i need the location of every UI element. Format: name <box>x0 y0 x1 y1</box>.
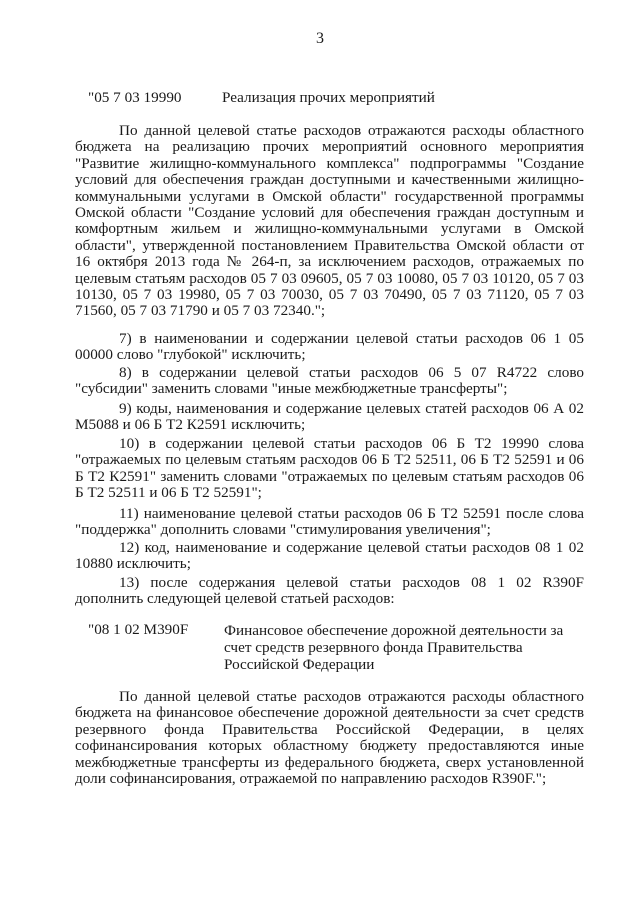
amendment-item-9 <box>75 401 584 434</box>
amendment-item-12 <box>75 540 584 573</box>
paragraph-text: По данной целевой статье расходов отражаются расходы областного бюджета на финансовое обеспечение дорожной деятельности за счет средств резервного фонда Правительства Российской Федерации, в целях софинансирования которых областному бюджету предоставляются иные межбюджетные трансферты из федерального бюджета, сверх установленной доли софинансирования, отражаемой по направлению расходов R390F."; <box>75 688 584 788</box>
item-text: 7) в наименовании и содержании целевой статьи расходов 06 1 05 00000 слово "глубокой" исключить; <box>75 330 584 364</box>
amendment-item-7 <box>75 331 584 364</box>
amendment-item-11 <box>75 506 584 539</box>
new-article-description <box>75 689 584 787</box>
paragraph-text: По данной целевой статье расходов отражаются расходы областного бюджета на реализацию прочих мероприятий основного мероприятия "Развитие жилищно-коммунального комплекса" подпрограммы "Создание условий для обеспечения граждан доступными и качественными жилищно-коммунальными услугами в Омской области" государственной программы Омской области "Создание условий для обеспечения граждан доступным и комфортным жильем и жилищно-коммунальными услугами в Омской области", утвержденной постановлением Правительства Омской области от 16 октября 2013 года № 264-п, за исключением расходов, отражаемых по целевым статьям расходов 05 7 03 09605, 05 7 03 10080, 05 7 03 10120, 05 7 03 10130, 05 7 03 19980, 05 7 03 70030, 05 7 03 70490, 05 7 03 71120, 05 7 03 71560, 05 7 03 71790 и 05 7 03 72340."; <box>75 122 584 320</box>
amendment-item-13 <box>75 575 584 608</box>
amendment-item-10 <box>75 436 584 502</box>
item-text: 11) наименование целевой статьи расходов 06 Б Т2 52591 после слова "поддержка" дополнить словами "стимулирования увеличения"; <box>75 505 584 539</box>
item-text: 12) код, наименование и содержание целевой статьи расходов 08 1 02 10880 исключить; <box>75 539 584 573</box>
target-article-title: Реализация прочих мероприятий <box>222 89 435 106</box>
target-article-code: "05 7 03 19990 <box>88 89 182 106</box>
amendment-item-8 <box>75 365 584 398</box>
page-number: 3 <box>316 30 324 47</box>
item-text: 10) в содержании целевой статьи расходов 06 Б Т2 19990 слова "отражаемых по целевым статьям расходов 06 Б Т2 52511, 06 Б Т2 52591 и 06 Б Т2 К2591" заменить словами "отражаемых по целевым статьям расходов 06 Б Т2 52511 и 06 Б Т2 52591"; <box>75 435 584 502</box>
target-article-description <box>75 123 584 320</box>
new-article-title: Финансовое обеспечение дорожной деятельности за счет средств резервного фонда Правительства Российской Федерации <box>224 622 564 673</box>
item-text: 13) после содержания целевой статьи расходов 08 1 02 R390F дополнить следующей целевой статьей расходов: <box>75 574 584 608</box>
item-text: 9) коды, наименования и содержание целевых статей расходов 06 А 02 М5088 и 06 Б Т2 К2591 исключить; <box>75 400 584 434</box>
new-article-code: "08 1 02 М390F <box>88 621 189 638</box>
item-text: 8) в содержании целевой статьи расходов 06 5 07 R4722 слово "субсидии" заменить словами "иные межбюджетные трансферты"; <box>75 364 584 398</box>
